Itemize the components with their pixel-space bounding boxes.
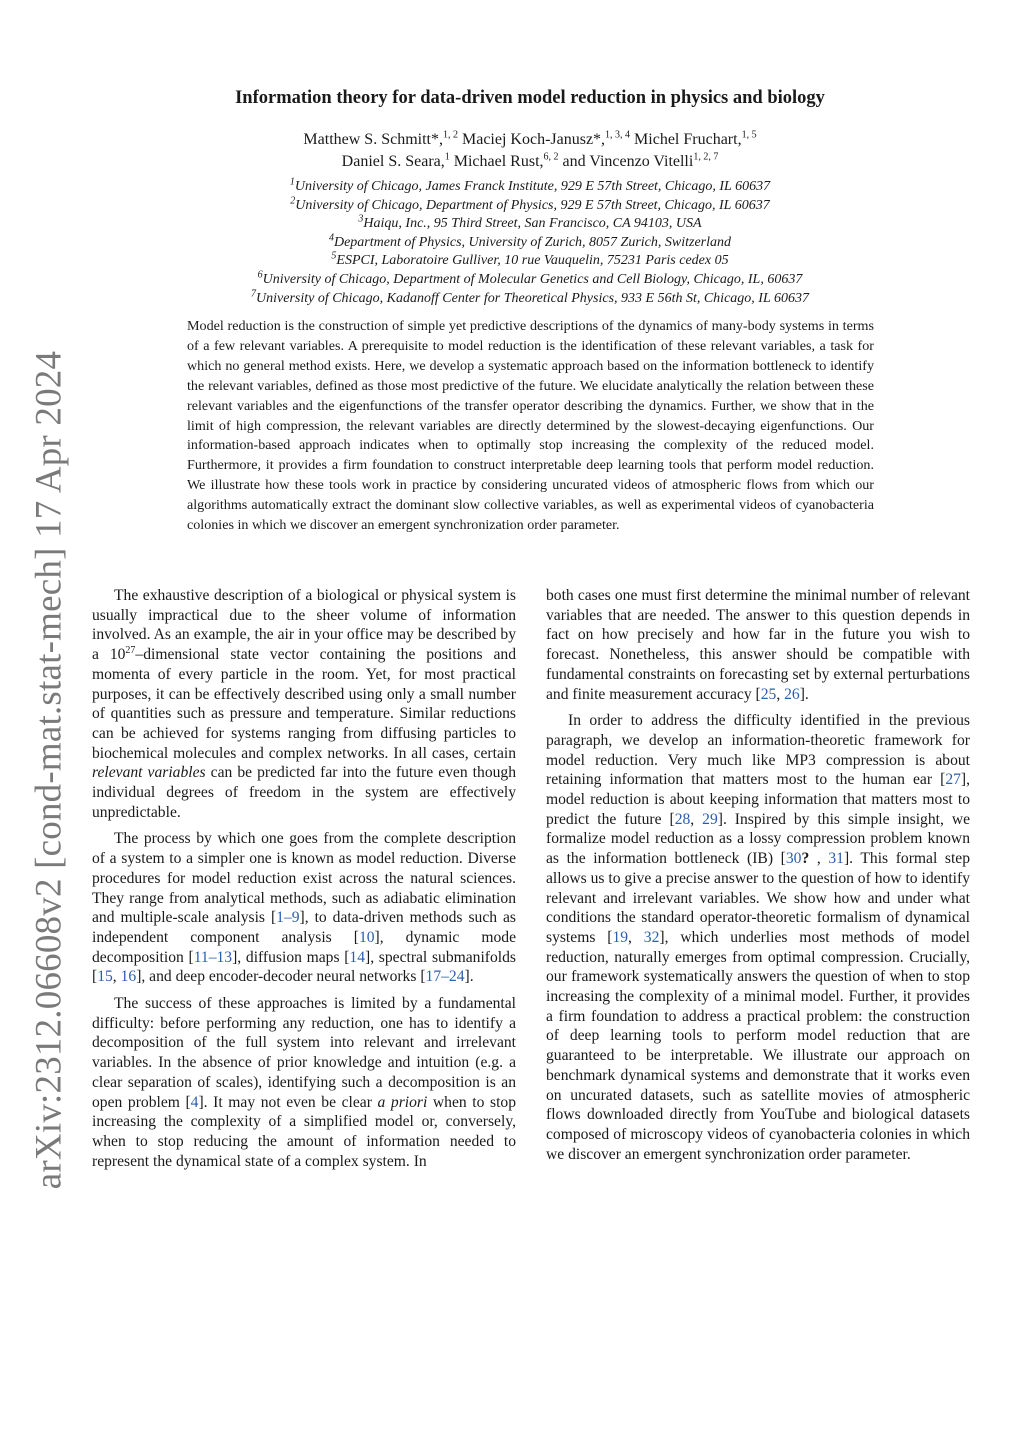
affiliation-text: University of Chicago, Department of Physics, 929 E 57th Street, Chicago, IL 60637 (295, 197, 770, 213)
affiliation-number: 5 (331, 250, 337, 262)
body-text: ], diffusion maps [ (232, 948, 350, 966)
body-text: ]. This formal step allows us to give a precise answer to the question of how to identify relevant and irrelevant variables. We show how and under what conditions the standard operator-theoretic formalism of dynamical systems [ (546, 850, 970, 946)
citation-link[interactable]: 11–13 (193, 948, 233, 966)
body-column-left (92, 586, 516, 1178)
paragraph (92, 829, 516, 987)
citation-link[interactable]: 31 (828, 850, 844, 868)
affiliation (100, 234, 960, 253)
paragraph (92, 994, 516, 1171)
body-text: ]. Inspired by this simple insight, we formalize model reduction as a lossy compression problem known as the information bottleneck (IB) [ (546, 810, 971, 868)
paper-title: Information theory for data-driven model reduction in physics and biology (235, 88, 825, 108)
author-name: Michael Rust, (453, 153, 544, 170)
missing-citation-marker: ? (801, 850, 817, 868)
math-base: 10 (109, 646, 126, 664)
affiliation-marker: 1, 2, 7 (693, 151, 719, 163)
affiliation-marker: 6, 2 (543, 151, 559, 163)
math-exponent: 27 (125, 644, 136, 656)
citation-link[interactable]: 26 (784, 685, 800, 703)
affiliation-list (100, 178, 960, 308)
affiliation-marker: 1 (444, 151, 450, 163)
citation-separator: , (690, 810, 703, 828)
affiliation-number: 3 (358, 213, 364, 225)
citation-link[interactable]: 30 (785, 850, 802, 868)
paragraph (546, 586, 970, 704)
body-text: ], and deep encoder-decoder neural networks [ (136, 968, 426, 986)
affiliation-text: University of Chicago, Kadanoff Center for Theoretical Physics, 933 E 56th St, Chicago, IL 60637 (256, 290, 809, 306)
citation-separator: , (112, 968, 121, 986)
affiliation-text: Haiqu, Inc., 95 Third Street, San Francisco, CA 94103, USA (363, 216, 702, 232)
body-text: ], dynamic mode decomposition [ (92, 928, 516, 966)
affiliation-number: 4 (328, 232, 334, 244)
citation-link[interactable]: 4 (190, 1093, 199, 1111)
paragraph (546, 711, 970, 1164)
body-text: The success of these approaches is limited by a fundamental difficulty: before performing any reduction, one has to identify a decomposition of the full system into relevant and irrelevant variables. In the absence of prior knowledge and intuition (e.g. a clear separation of scales), identifying such a decomposition is an open problem [ (92, 995, 516, 1111)
affiliation (100, 271, 960, 290)
emphasis-text: a priori (377, 1093, 428, 1111)
body-text: when to stop increasing the complexity of a simplified model or, conversely, when to stop reducing the amount of information needed to represent the dynamical state of a complex system. In (92, 1093, 516, 1170)
affiliation-marker: 1, 5 (741, 129, 757, 141)
affiliation-text: University of Chicago, James Franck Institute, 929 E 57th Street, Chicago, IL 60637 (294, 179, 771, 194)
citation-link[interactable]: 17–24 (425, 968, 465, 986)
body-text: both cases one must first determine the minimal number of relevant variables that are needed. The answer to this question depends in fact on how precisely and how far in the future you wish to forecast. Nonetheless, this answer should be compatible with fundamental constraints on forecasting set by external perturbations and finite measurement accuracy [ (546, 587, 970, 703)
abstract: Model reduction is the construction of simple yet predictive descriptions of the dynamics of many-body systems in terms of a few relevant variables. A prerequisite to model reduction is the identification of these relevant variables, a task for which no general method exists. Here, we develop a systematic approach based on the information bottleneck to identify the relevant variables, defined as those most predictive of the future. We elucidate analytically the relation between these relevant variables and the eigenfunctions of the transfer operator describing the dynamics. Further, we show that in the limit of high compression, the relevant variables are directly determined by the slowest-decaying eigenfunctions. Our information-based approach indicates when to optimally stop increasing the complexity of the reduced model. Furthermore, it provides a firm foundation to construct interpretable deep learning tools that perform model reduction. We illustrate how these tools work in practice by considering uncurated videos of atmospheric flows from which our algorithms automatically extract the dominant slow collective variables, as well as experimental videos of cyanobacteria colonies in which we discover an emergent synchronization order parameter. (187, 318, 874, 534)
body-text: ]. (464, 968, 474, 986)
author-conjunction: and (562, 153, 586, 170)
affiliation-marker: 1, 2 (442, 129, 458, 141)
body-text: ], spectral submanifolds [ (92, 948, 516, 986)
citation-link[interactable]: 10 (358, 928, 375, 946)
citation-separator: , (628, 928, 644, 946)
author-name: Matthew S. Schmitt*, (303, 131, 443, 148)
affiliation (100, 178, 960, 197)
body-text: ], which underlies most methods of model reduction, naturally emerges from optimal compression. Crucially, our framework systematically answers the question of when to stop increasing the complexity of a minimal model. Further, it provides a firm foundation to address a practical problem: the construction of deep learning tools to perform model reduction that are guaranteed to be interpretable. We illustrate our approach on benchmark dynamical systems and demonstrate that it works even on uncurated datasets, such as satellite movies of atmospheric flows downloaded directly from YouTube and biological datasets composed of microscopy videos of cyanobacteria colonies in which we discover an emergent synchronization order parameter. (546, 928, 971, 1163)
body-column-right (546, 586, 970, 1171)
arxiv-sidebar (24, 350, 74, 1190)
citation-link[interactable]: 14 (349, 948, 365, 966)
affiliation (100, 287, 960, 309)
author-name: Daniel S. Seara, (341, 153, 445, 170)
citation-link[interactable]: 32 (643, 928, 660, 946)
citation-link[interactable]: 19 (612, 928, 629, 946)
citation-link[interactable]: 25 (760, 685, 777, 703)
affiliation (100, 252, 960, 271)
body-text: The process by which one goes from the complete description of a system to a simpler one is known as model reduction. Diverse procedures for model reduction exist across the natural sciences. They range from analytical methods, such as adiabatic elimination and multiple-scale analysis [ (92, 830, 516, 927)
citation-link[interactable]: 16 (120, 968, 137, 986)
affiliation-text: University of Chicago, Department of Molecular Genetics and Cell Biology, Chicago, IL, 60637 (262, 271, 803, 287)
body-text: ]. It may not even be clear (198, 1093, 378, 1111)
author-line-1 (100, 129, 960, 151)
affiliation-number: 2 (290, 194, 296, 206)
affiliation (100, 215, 960, 234)
citation-separator: , (776, 685, 785, 703)
citation-link[interactable]: 28 (674, 810, 691, 828)
author-name: Maciej Koch-Janusz*, (461, 131, 606, 148)
author-list (100, 129, 960, 173)
citation-link[interactable]: 29 (702, 810, 718, 828)
affiliation-marker: 1, 3, 4 (605, 129, 631, 141)
affiliation-number: 6 (257, 269, 263, 281)
affiliation-text: ESPCI, Laboratoire Gulliver, 10 rue Vauquelin, 75231 Paris cedex 05 (336, 253, 729, 269)
body-text: –dimensional state vector containing the positions and momenta of every particle in the room. Yet, for most practical purposes, it can be effectively described using only a small number of quantities such as pressure and temperature. Similar reductions can be achieved for systems ranging from diffusing particles to biochemical molecules and complex networks. In all cases, certain (92, 646, 516, 762)
citation-link[interactable]: 15 (97, 968, 113, 986)
body-text: The exhaustive description of a biological or physical system is usually impractical due to the sheer volume of information involved. As an example, the air in your office may be described by a (92, 587, 516, 664)
citation-link[interactable]: 1–9 (276, 909, 300, 927)
affiliation-number: 1 (289, 176, 295, 188)
author-name: Michel Fruchart, (634, 131, 742, 148)
citation-separator: , (816, 850, 829, 868)
body-text: In order to address the difficulty identified in the previous paragraph, we develop an information-theoretic framework for model reduction. Very much like MP3 compression is about retaining information that matters most to the human ear [ (546, 712, 970, 789)
body-text: ]. (799, 685, 809, 703)
affiliation-text: Department of Physics, University of Zurich, 8057 Zurich, Switzerland (333, 234, 732, 250)
body-text: ], to data-driven methods such as independent component analysis [ (92, 909, 516, 946)
author-line-2 (100, 151, 960, 173)
body-text: can be predicted far into the future even though individual degrees of freedom in the system are effectively unpredictable. (92, 764, 517, 821)
paragraph (92, 586, 516, 822)
affiliation-number: 7 (251, 287, 257, 299)
emphasis-text: relevant variables (92, 764, 206, 782)
author-name: Vincenzo Vitelli (589, 153, 694, 170)
body-text: ], model reduction is about keeping information that matters most to predict the future [ (546, 771, 970, 828)
citation-link[interactable]: 27 (945, 771, 961, 789)
affiliation (100, 194, 960, 216)
arxiv-identifier: arXiv:2312.06608v2 [cond-mat.stat-mech] 17 Apr 2024 (28, 350, 70, 1190)
